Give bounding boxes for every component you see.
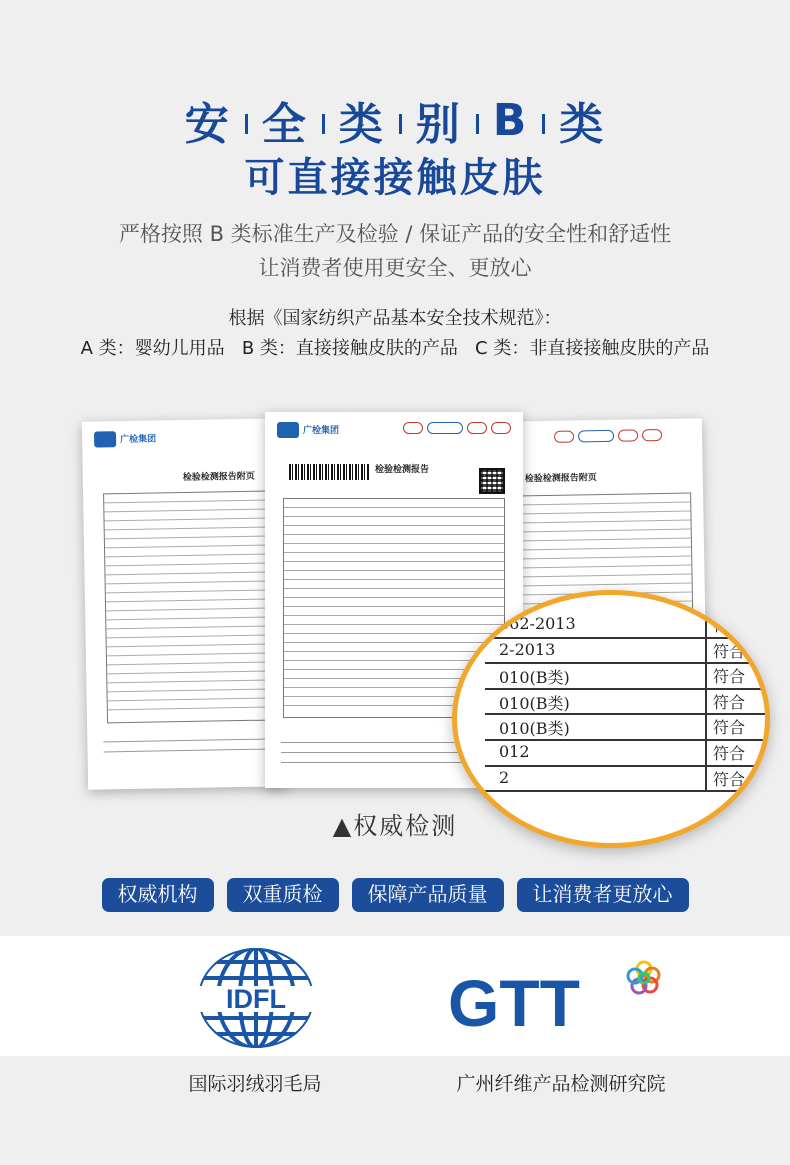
gtt-badge-icon — [94, 431, 116, 447]
doc-footer-lines — [103, 739, 271, 762]
standard-basis-line-1: 根据《国家纺织产品基本安全技术规范》： — [228, 308, 562, 329]
standard-cell: 2-2013 — [499, 639, 556, 659]
headline-line-1 — [0, 88, 790, 152]
result-cell: 符合 — [705, 613, 745, 637]
standard-cell: 862-2013 — [499, 614, 576, 633]
feature-tag: 权威机构 — [102, 878, 214, 912]
doc-brand: 广检集团 — [303, 426, 340, 436]
result-cell: 符合 — [705, 715, 745, 739]
gtt-logo-text: GTT — [448, 966, 580, 1036]
subtitle-line-1: 严格按照 B 类标准生产及检验 / 保证产品的安全性和舒适性 — [118, 222, 672, 246]
doc-title: 检验检测报告 — [375, 465, 430, 475]
section-caption: ▲权威检测 — [332, 812, 458, 840]
standard-cell: 2 — [499, 767, 510, 787]
headline-char: 安 — [184, 99, 231, 150]
idfl-globe-logo — [190, 944, 322, 1052]
gtt-rainbow-flower-icon — [628, 962, 659, 993]
feature-tags — [0, 878, 790, 912]
magnified-results-table — [485, 613, 770, 792]
gtt-logo — [446, 956, 676, 1036]
ma-mark-icon — [467, 422, 487, 434]
subtitle-line-2: 让消费者使用更安全、更放心 — [258, 256, 532, 280]
headline-line-2: 可直接接触皮肤 — [244, 155, 546, 201]
qr-code-icon — [479, 468, 505, 494]
feature-tag: 保障产品质量 — [352, 878, 504, 912]
cma-mark-icon — [403, 422, 423, 434]
headline-separator — [322, 114, 325, 134]
result-cell: 符合 — [705, 767, 745, 791]
headline-char: 类 — [559, 99, 606, 150]
table-row — [485, 715, 770, 741]
cnas-mark-icon — [427, 422, 463, 434]
org-name-idfl: 国际羽绒羽毛局 — [188, 1073, 322, 1095]
standard-basis-line-2: A 类：婴幼儿用品 B 类：直接接触皮肤的产品 C 类：非直接接触皮肤的产品 — [80, 338, 710, 359]
table-row — [485, 767, 770, 793]
cma-mark-icon — [554, 431, 574, 443]
org-name-gtt: 广州纤维产品检测研究院 — [456, 1073, 666, 1095]
doc-title: 检验检测报告附页 — [182, 471, 255, 484]
ilac-mark-icon — [642, 429, 662, 441]
doc-title: 检验检测报告附页 — [524, 473, 597, 485]
standard-cell: 010(B类) — [499, 719, 570, 739]
report-appendix-left — [82, 418, 288, 789]
result-cell: 符合 — [705, 664, 745, 688]
standard-cell: 010(B类) — [499, 693, 570, 713]
table-row — [485, 639, 770, 665]
barcode-icon — [289, 464, 369, 480]
result-cell: 符合 — [705, 741, 745, 765]
idfl-logo-text: IDFL — [226, 984, 286, 1014]
headline-separator — [399, 114, 402, 134]
table-row — [485, 741, 770, 767]
table-row — [485, 690, 770, 716]
headline-char: 全 — [261, 99, 308, 150]
standard-cell: 012 — [499, 741, 530, 761]
standard-cell: 010(B类) — [499, 668, 570, 688]
headline-separator — [245, 114, 248, 134]
result-cell: 符合 — [705, 639, 745, 663]
result-cell: 符合 — [705, 690, 745, 714]
doc-brand: 广检集团 — [120, 434, 157, 446]
headline-separator — [542, 114, 545, 134]
table-row — [485, 664, 770, 690]
certification-logos — [0, 936, 790, 1056]
ma-mark-icon — [618, 429, 638, 441]
headline-char: 类 — [338, 99, 385, 150]
headline-char: B — [492, 94, 529, 146]
headline-separator — [476, 114, 479, 134]
cnas-mark-icon — [578, 430, 614, 443]
table-row — [485, 613, 770, 639]
feature-tag: 双重质检 — [227, 878, 339, 912]
gtt-badge-icon — [277, 422, 299, 438]
ilac-mark-icon — [491, 422, 511, 434]
feature-tag: 让消费者更放心 — [517, 878, 689, 912]
doc-table — [103, 490, 275, 723]
headline-char: 别 — [415, 99, 462, 150]
